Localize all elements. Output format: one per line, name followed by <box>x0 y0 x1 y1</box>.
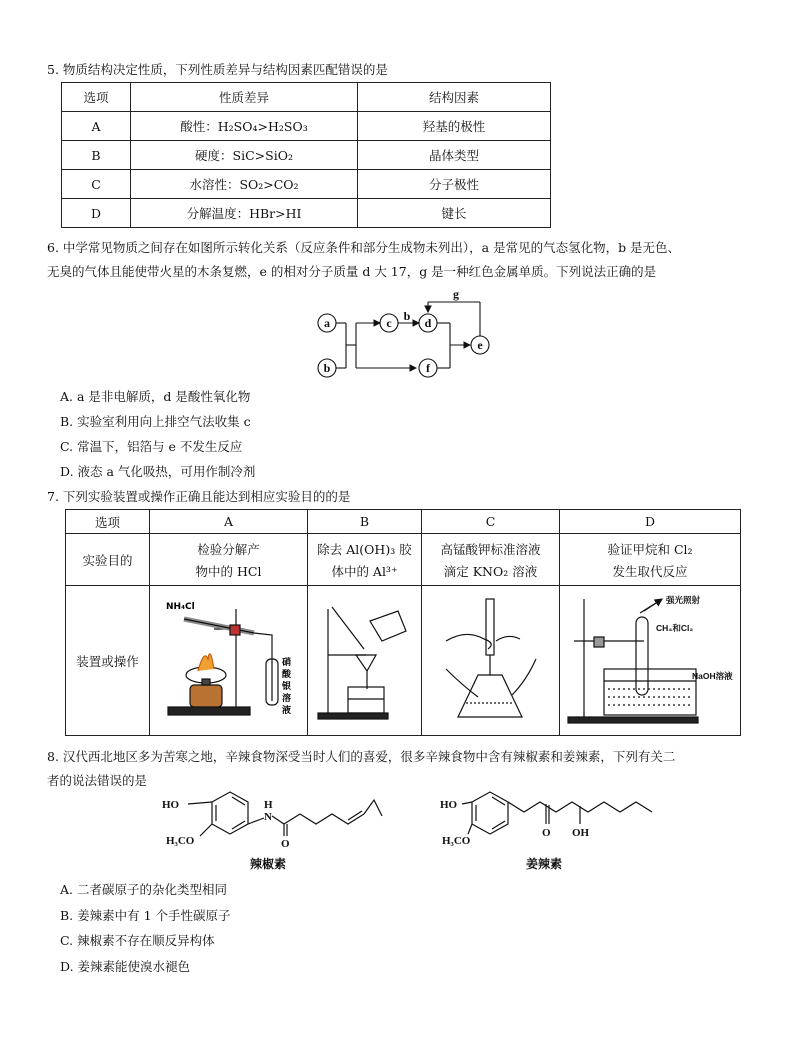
q7-purpose-a <box>150 534 308 586</box>
gingerol-oh: OH <box>572 827 590 839</box>
q7-purpose-d <box>560 534 741 586</box>
apparatus-b-filtration <box>310 589 420 729</box>
gingerol-name: 姜辣素 <box>526 857 563 871</box>
capsaicin-och3: H₃CO <box>166 835 195 847</box>
q7-stem: 7. 下列实验装置或操作正确且能达到相应实验目的的是 <box>47 489 351 504</box>
q6-stem-line1: 6. 中学常见物质之间存在如图所示转化关系（反应条件和部分生成物未列出），a 是常见的气态氢化物，b 是无色、 <box>47 240 681 255</box>
structure-gingerol <box>440 790 670 875</box>
apparatus-a-heating <box>154 589 304 729</box>
q8-option-d: D. 姜辣素能使溴水褪色 <box>60 959 191 974</box>
q7-purpose-c-line2: 滴定 KNO₂ 溶液 <box>443 563 538 579</box>
label-nh4cl: NH₄Cl <box>165 602 195 612</box>
q7-header-d: D <box>560 510 741 534</box>
label-a: a <box>324 316 330 330</box>
label-arrow-b: b <box>403 309 411 323</box>
label-agno3-5: 液 <box>281 705 291 715</box>
q7-setup-a <box>150 586 308 736</box>
q5-row-cause: 分子极性 <box>358 170 551 199</box>
q7-purpose-d-line2: 发生取代反应 <box>612 563 688 579</box>
label-b: b <box>323 361 331 375</box>
label-f: f <box>426 361 430 375</box>
label-agno3-2: 酸 <box>281 669 291 679</box>
q5-row-property: 酸性：H₂SO₄>H₂SO₃ <box>131 112 358 141</box>
q7-purpose-b <box>308 534 422 586</box>
q7-header-b: B <box>308 510 422 534</box>
q5-stem: 5. 物质结构决定性质，下列性质差异与结构因素匹配错误的是 <box>47 62 388 77</box>
label-naoh: NaOH溶液 <box>692 671 733 681</box>
q5-row-option: B <box>62 141 131 170</box>
q5-row-property: 分解温度：HBr>HI <box>131 199 358 228</box>
q7-purpose-b-line1: 除去 Al(OH)₃ 胶 <box>317 541 412 557</box>
label-e: e <box>477 338 483 352</box>
label-agno3-4: 溶 <box>281 693 291 703</box>
q7-purpose-a-line1: 检验分解产 <box>197 541 260 557</box>
gingerol-ho: HO <box>440 799 458 811</box>
q8-option-a: A. 二者碳原子的杂化类型相同 <box>60 882 227 897</box>
q8-stem-line1: 8. 汉代西北地区多为苦寒之地，辛辣食物深受当时人们的喜爱，很多辛辣食物中含有辣椒素和姜辣素，下列有关二 <box>47 749 676 764</box>
q7-header-option: 选项 <box>66 510 150 534</box>
label-agno3-1: 硝 <box>281 657 291 667</box>
q7-purpose-c-line1: 高锰酸钾标准溶液 <box>440 541 541 557</box>
q7-purpose-c <box>422 534 560 586</box>
q5-row-cause: 晶体类型 <box>358 141 551 170</box>
q5-row-option: A <box>62 112 131 141</box>
label-d: d <box>424 316 432 330</box>
q5-row-property: 水溶性：SO₂>CO₂ <box>131 170 358 199</box>
capsaicin-name: 辣椒素 <box>250 857 287 871</box>
q7-purpose-b-line2: 体中的 Al³⁺ <box>331 563 398 579</box>
structure-capsaicin <box>160 790 400 875</box>
q6-option-a: A. a 是非电解质，d 是酸性氧化物 <box>60 389 251 404</box>
label-agno3-3: 银 <box>281 681 291 691</box>
q8-option-c: C. 辣椒素不存在顺反异构体 <box>60 933 215 948</box>
q6-option-b: B. 实验室利用向上排空气法收集 c <box>60 414 251 429</box>
q8-option-b: B. 姜辣素中有 1 个手性碳原子 <box>60 908 231 923</box>
label-ch4-cl2: CH₄和Cl₂ <box>656 623 694 633</box>
q5-row-property: 硬度：SiC>SiO₂ <box>131 141 358 170</box>
q5-header-property: 性质差异 <box>131 83 358 112</box>
label-strong-light: 强光照射 <box>666 595 701 605</box>
q7-header-c: C <box>422 510 560 534</box>
q5-row-cause: 羟基的极性 <box>358 112 551 141</box>
label-c: c <box>386 316 392 330</box>
capsaicin-h: H <box>264 799 273 811</box>
q5-row-option: C <box>62 170 131 199</box>
label-g: g <box>453 287 459 301</box>
q7-table <box>65 509 741 736</box>
q5-header-option: 选项 <box>62 83 131 112</box>
q5-row-option: D <box>62 199 131 228</box>
q6-option-c: C. 常温下，铝箔与 e 不发生反应 <box>60 439 243 454</box>
q6-transformation-diagram <box>310 282 500 382</box>
q7-setup-d <box>560 586 741 736</box>
gingerol-och3: H₃CO <box>442 835 471 847</box>
q8-stem-line2: 者的说法错误的是 <box>47 773 148 788</box>
q5-row-cause: 键长 <box>358 199 551 228</box>
q7-purpose-d-line1: 验证甲烷和 Cl₂ <box>607 541 693 557</box>
capsaicin-o: O <box>281 838 290 850</box>
apparatus-c-titration <box>426 589 556 729</box>
q6-stem-line2: 无臭的气体且能使带火星的木条复燃，e 的相对分子质量 d 大 17，g 是一种红色金属单质。下列说法正确的是 <box>47 264 657 279</box>
q7-purpose-a-line2: 物中的 HCl <box>195 563 262 579</box>
q7-setup-label: 装置或操作 <box>66 586 150 736</box>
q6-option-d: D. 液态 a 气化吸热，可用作制冷剂 <box>60 464 256 479</box>
q7-setup-c <box>422 586 560 736</box>
q5-table <box>61 82 551 228</box>
capsaicin-ho: HO <box>162 799 180 811</box>
capsaicin-n: N <box>264 811 272 823</box>
q7-header-a: A <box>150 510 308 534</box>
q7-purpose-label: 实验目的 <box>66 534 150 586</box>
q7-setup-b <box>308 586 422 736</box>
gingerol-o: O <box>542 827 551 839</box>
apparatus-d-methane-chlorination <box>560 589 740 729</box>
q5-header-cause: 结构因素 <box>358 83 551 112</box>
